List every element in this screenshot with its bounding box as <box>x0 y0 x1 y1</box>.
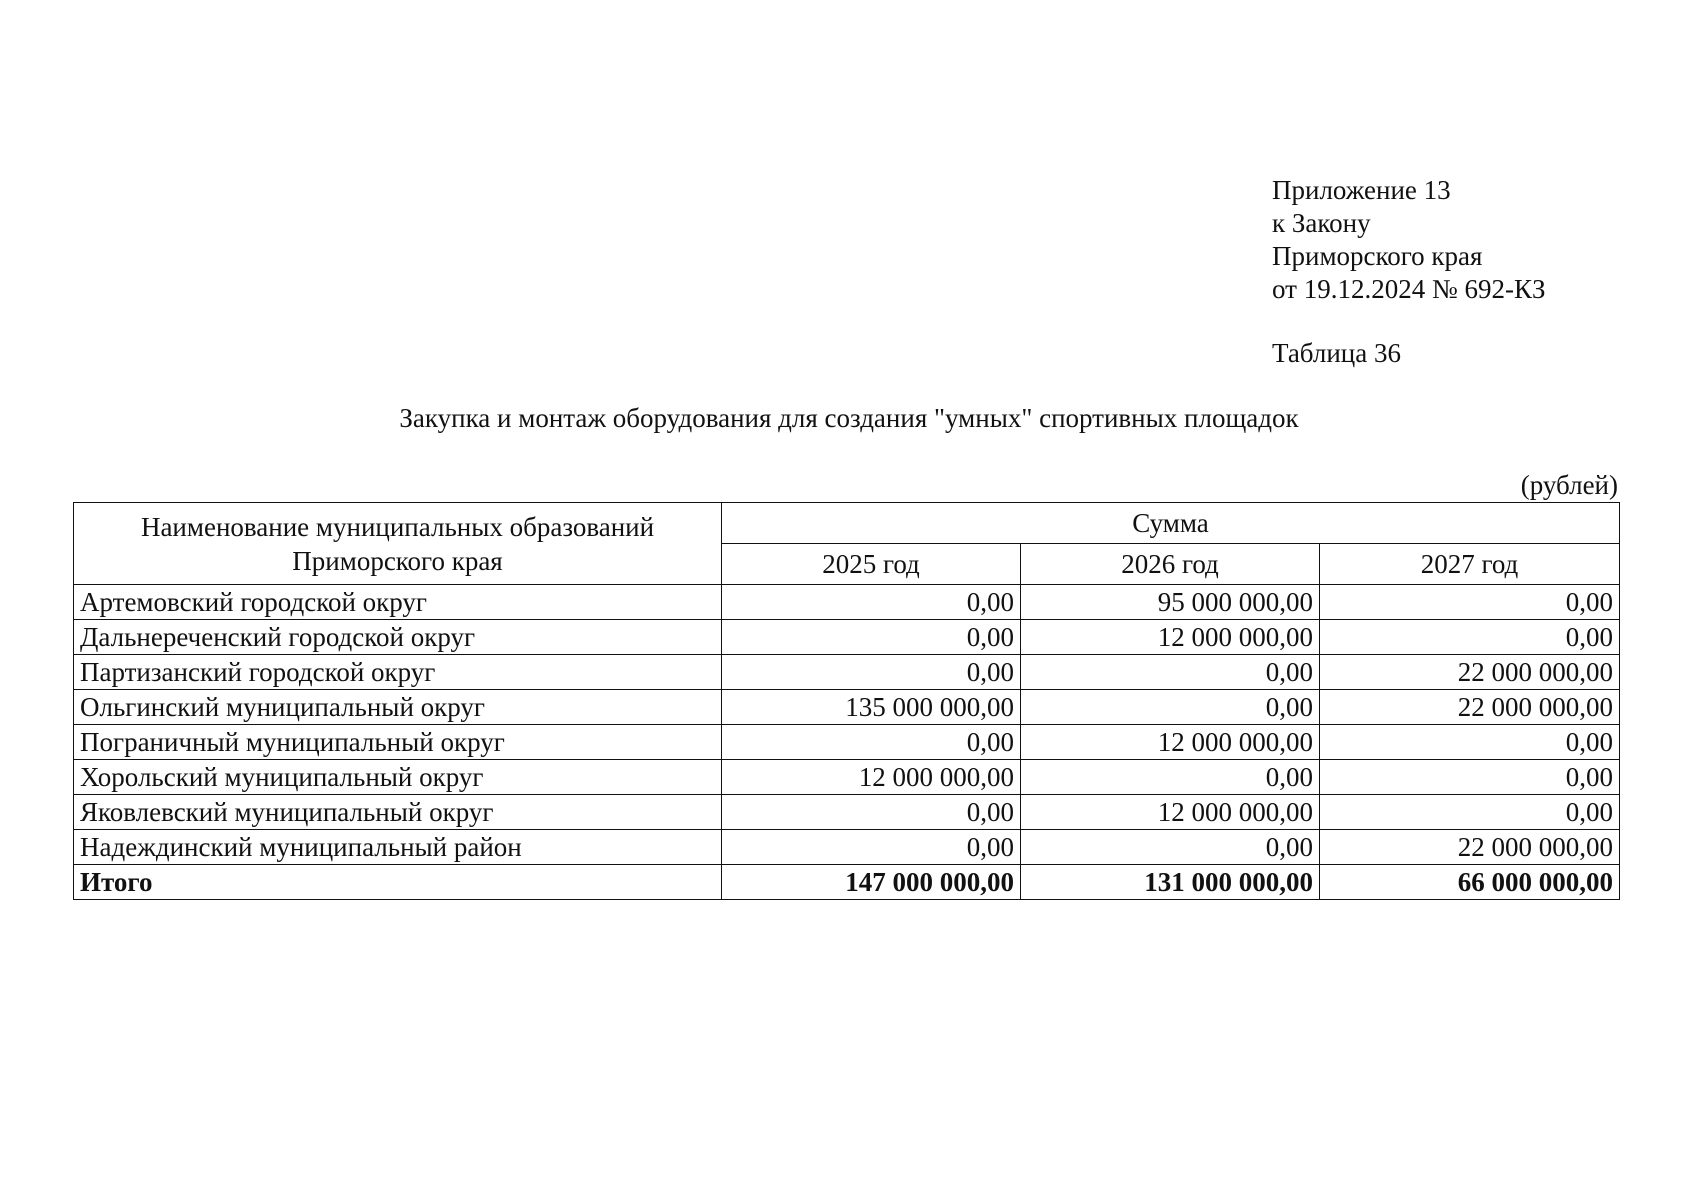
amount-2025: 0,00 <box>722 585 1021 620</box>
year-header-2025: 2025 год <box>722 544 1021 585</box>
amount-2027: 0,00 <box>1320 725 1620 760</box>
document-title: Закупка и монтаж оборудования для создания "умных" спортивных площадок <box>399 403 1299 433</box>
municipality-name: Артемовский городской округ <box>74 585 722 620</box>
amount-2025: 0,00 <box>722 830 1021 865</box>
appendix-block <box>1272 174 1545 306</box>
municipality-name: Яковлевский муниципальный округ <box>74 795 722 830</box>
municipality-column-header: Наименование муниципальных образований Приморского края <box>74 503 722 585</box>
table-row <box>74 795 1620 830</box>
amount-2025: 12 000 000,00 <box>722 760 1021 795</box>
amount-2025: 0,00 <box>722 655 1021 690</box>
table-number: Таблица 36 <box>1272 338 1401 368</box>
municipality-name: Партизанский городской округ <box>74 655 722 690</box>
municipality-name: Надеждинский муниципальный район <box>74 830 722 865</box>
amount-2025: 0,00 <box>722 725 1021 760</box>
table-row <box>74 620 1620 655</box>
amount-2027: 22 000 000,00 <box>1320 830 1620 865</box>
amount-2026: 0,00 <box>1021 690 1320 725</box>
total-2027: 66 000 000,00 <box>1320 865 1620 900</box>
amount-2026: 0,00 <box>1021 830 1320 865</box>
municipality-name: Пограничный муниципальный округ <box>74 725 722 760</box>
total-label: Итого <box>74 865 722 900</box>
municipality-name: Дальнереченский городской округ <box>74 620 722 655</box>
amount-2026: 12 000 000,00 <box>1021 795 1320 830</box>
table-row <box>74 725 1620 760</box>
amount-2027: 22 000 000,00 <box>1320 690 1620 725</box>
year-header-2026: 2026 год <box>1021 544 1320 585</box>
table-row <box>74 760 1620 795</box>
table-row <box>74 690 1620 725</box>
total-2025: 147 000 000,00 <box>722 865 1021 900</box>
total-row <box>74 865 1620 900</box>
amount-2027: 0,00 <box>1320 620 1620 655</box>
amount-2026: 95 000 000,00 <box>1021 585 1320 620</box>
appendix-line: к Закону <box>1272 208 1371 238</box>
amount-2027: 0,00 <box>1320 795 1620 830</box>
total-2026: 131 000 000,00 <box>1021 865 1320 900</box>
table-row <box>74 655 1620 690</box>
amount-2025: 135 000 000,00 <box>722 690 1021 725</box>
appendix-line: от 19.12.2024 № 692-КЗ <box>1272 274 1546 304</box>
appendix-line: Приложение 13 <box>1272 175 1451 205</box>
amount-2027: 22 000 000,00 <box>1320 655 1620 690</box>
table-row <box>74 830 1620 865</box>
units-label: (рублей) <box>1520 470 1618 500</box>
appendix-line: Приморского края <box>1272 241 1483 271</box>
amount-2025: 0,00 <box>722 795 1021 830</box>
budget-table <box>73 502 1620 900</box>
sum-column-header: Сумма <box>722 503 1620 544</box>
amount-2026: 12 000 000,00 <box>1021 725 1320 760</box>
amount-2026: 12 000 000,00 <box>1021 620 1320 655</box>
amount-2025: 0,00 <box>722 620 1021 655</box>
amount-2027: 0,00 <box>1320 760 1620 795</box>
amount-2026: 0,00 <box>1021 655 1320 690</box>
municipality-name: Ольгинский муниципальный округ <box>74 690 722 725</box>
amount-2027: 0,00 <box>1320 585 1620 620</box>
year-header-2027: 2027 год <box>1320 544 1620 585</box>
table-row <box>74 585 1620 620</box>
amount-2026: 0,00 <box>1021 760 1320 795</box>
municipality-name: Хорольский муниципальный округ <box>74 760 722 795</box>
